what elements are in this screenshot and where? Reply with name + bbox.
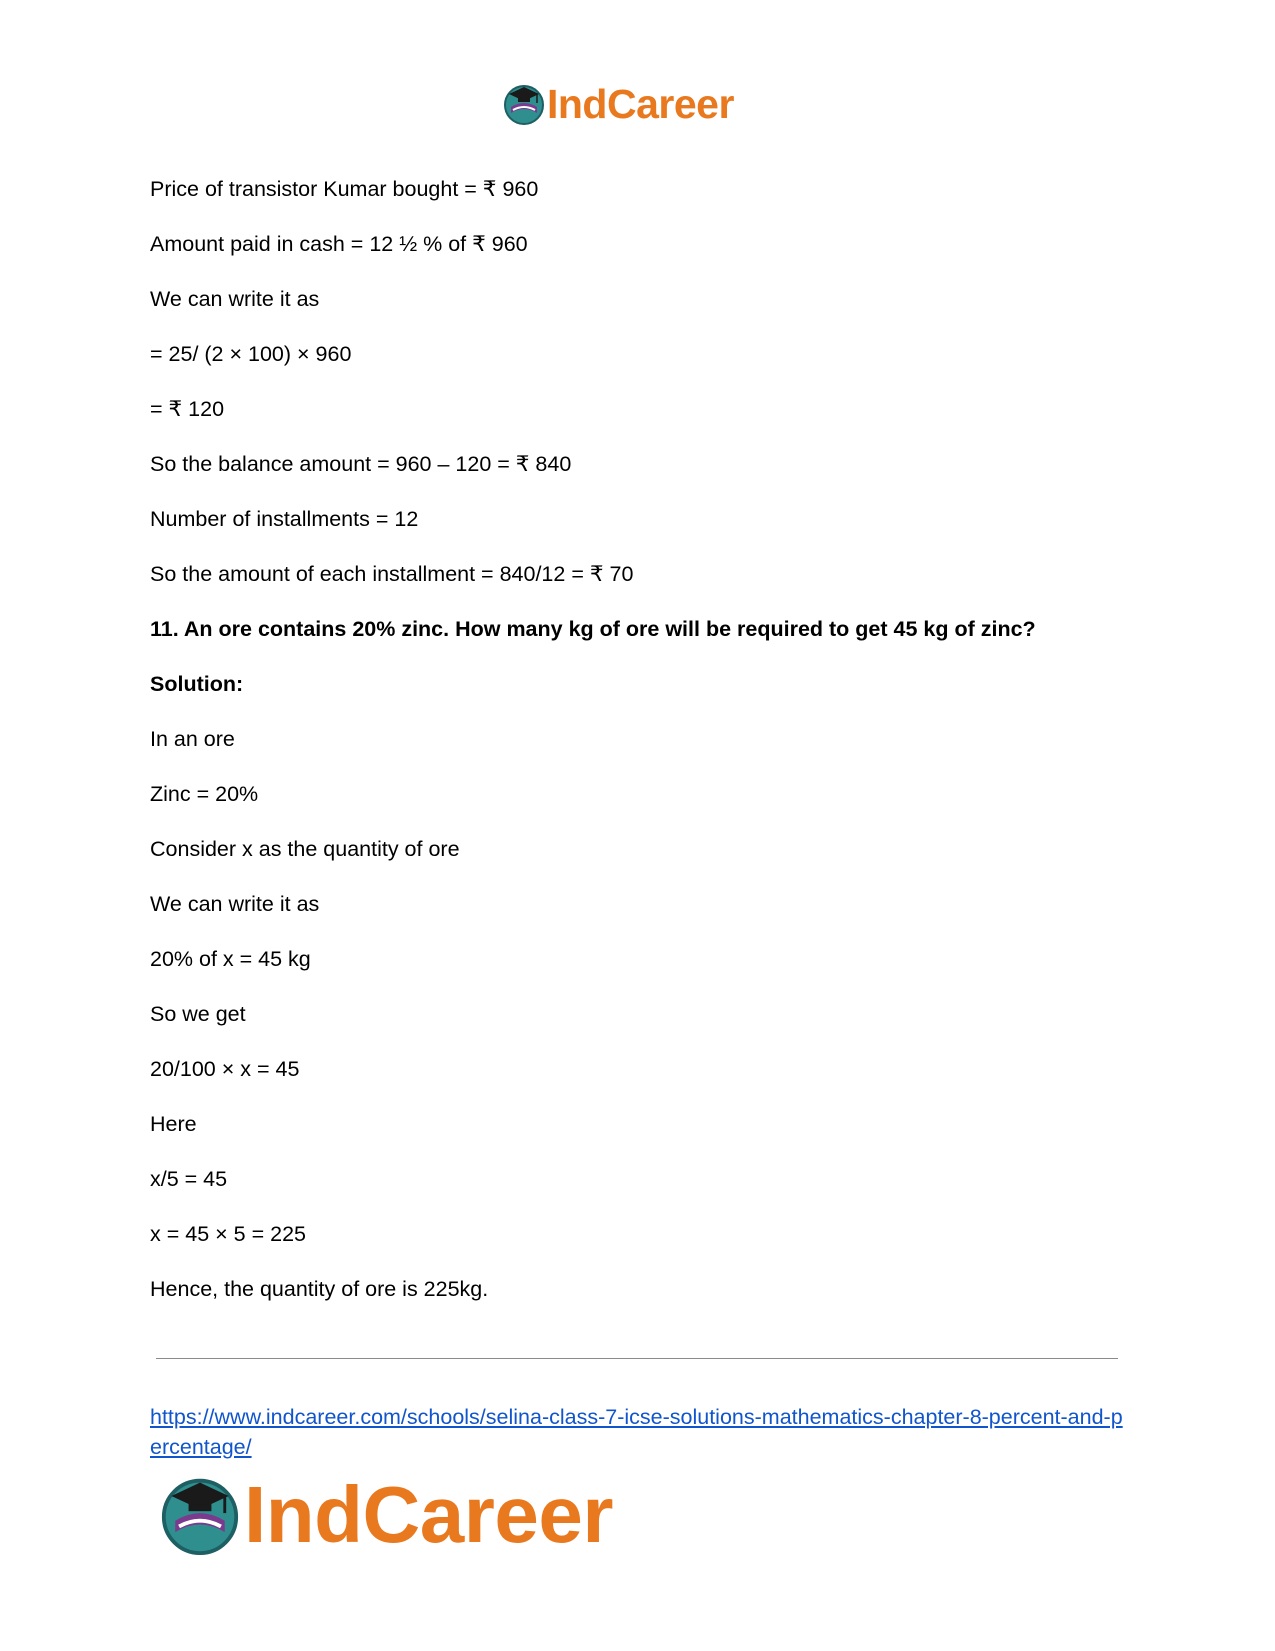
text-line: Price of transistor Kumar bought = ₹ 960: [150, 177, 539, 201]
question-heading: 11. An ore contains 20% zinc. How many kg of ore will be required to get 45 kg of zinc?: [150, 617, 1036, 641]
solution-content: [150, 177, 1130, 1332]
text-line: So the amount of each installment = 840/12 = ₹ 70: [150, 562, 634, 586]
logo-wordmark: IndCareer: [547, 80, 734, 127]
text-line: 20/100 × x = 45: [150, 1057, 300, 1081]
solution-label: Solution:: [150, 672, 244, 696]
text-line: So we get: [150, 1002, 246, 1026]
text-line: Zinc = 20%: [150, 782, 259, 806]
text-line: x = 45 × 5 = 225: [150, 1222, 307, 1246]
logo-wordmark: IndCareer: [244, 1470, 613, 1559]
footer-logo: [160, 1470, 613, 1560]
text-line: = 25/ (2 × 100) × 960: [150, 342, 352, 366]
text-line: 20% of x = 45 kg: [150, 947, 311, 971]
text-line: Here: [150, 1112, 197, 1136]
text-line: So the balance amount = 960 – 120 = ₹ 840: [150, 452, 572, 476]
text-line: Hence, the quantity of ore is 225kg.: [150, 1277, 489, 1301]
text-line: Consider x as the quantity of ore: [150, 837, 460, 861]
text-line: We can write it as: [150, 892, 320, 916]
graduation-globe-icon: [503, 83, 545, 125]
text-line: = ₹ 120: [150, 397, 225, 421]
text-line: Amount paid in cash = 12 ½ % of ₹ 960: [150, 232, 528, 256]
text-line: We can write it as: [150, 287, 320, 311]
graduation-globe-icon: [160, 1475, 240, 1555]
text-line: Number of installments = 12: [150, 507, 419, 531]
text-line: x/5 = 45: [150, 1167, 228, 1191]
header-logo: [503, 79, 734, 129]
text-line: In an ore: [150, 727, 235, 751]
source-link[interactable]: https://www.indcareer.com/schools/selina-class-7-icse-solutions-mathematics-chapter-8-percent-and-percentage/: [150, 1405, 1123, 1459]
footer-divider: [156, 1358, 1118, 1359]
